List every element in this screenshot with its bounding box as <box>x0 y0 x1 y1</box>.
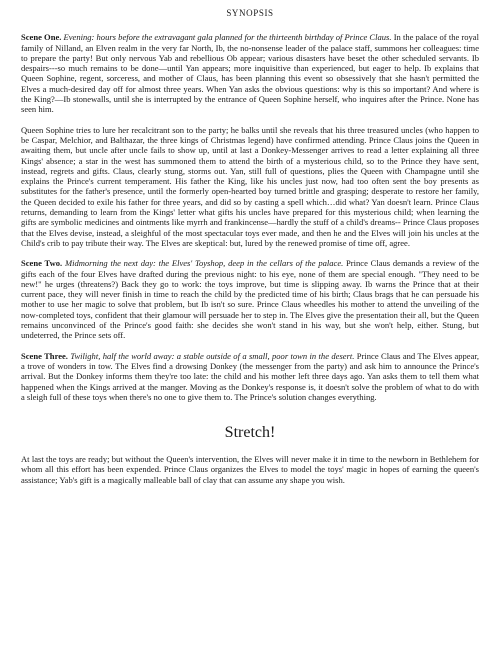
scene-one-text: In the palace of the royal family of Nilland, an Elven realm in the very far North, Ib, the no-nonsense leader of the palace staff, summons her colleagues: time to prepare the party! But only nervous Yab and rebellious Ob appear; various disasters have beset the other scheduled servants. Ib despairs---so much remains to be done—until Yan appears; more inquisitive than experienced, but eager to help. Ib explains that Queen Sophine, regent, sorceress, and mother of Claus, has been planning this event so obsessively that she hasn't permitted the Elves a much-desired day off for almost three years. When Yan asks the obvious questions: why is this so important? And where is the King?—Ib stonewalls, until she is interrupted by the entrance of Queen Sophine herself, who inquires after the Prince. None has seen him. <box>21 32 479 115</box>
scene-two-text: Prince Claus demands a review of the gifts each of the four Elves have drafted during the previous night: to his eye, none of them are special enough. "They need to be new!" he urges (threatens?) Back they go to work: the toys improve, but time is slipping away. Ib warns the Prince that at their current pace, they will never finish in time to reach the child by the predicted time of his birth; Claus brags that he can persuade his mother to use her magic to solve that problem, but Ib isn't so sure. Prince Claus wheedles his mother to attend the unveiling of the now-completed toys, confident that their glamour will persuade her to step in. The Elves give the presentation their all, but the Queen remains unconvinced of the Prince's good faith: she decides she won't stand in his way, but she won't help, either. Stung, but undeterred, the Prince sets off. <box>21 258 479 341</box>
scene-three-text: Prince Claus and The Elves appear, a trove of wonders in tow. The Elves find a drowsing Donkey (the messenger from the party) and ask him to announce the Prince's arrival. But the Donkey informs them they're too late: the child and his mother left three days ago. Yan asks them to tell them what happened when the Kings arrived at the manger. Moving as the Donkey's response is, it doesn't solve the problem of what to do with a sleigh full of these toys when there's no one to give them to. The Prince's solution changes everything. <box>21 350 480 402</box>
scene-two-label: Scene Two. <box>21 258 63 269</box>
scene-two-paragraph <box>21 258 479 340</box>
scene-two-subtitle: Midmorning the next day: the Elves' Toyshop, deep in the cellars of the palace. <box>64 258 344 269</box>
scene-one-paragraph <box>21 32 479 114</box>
scene-three-subtitle: Twilight, half the world away: a stable outside of a small, poor town in the desert. <box>70 350 355 361</box>
scene-three-paragraph <box>21 351 479 402</box>
scene-one-subtitle: Evening: hours before the extravagant gala planned for the thirteenth birthday of Prince Claus. <box>63 32 392 43</box>
page-title: SYNOPSIS <box>226 8 274 18</box>
stretch-paragraph: At last the toys are ready; but without the Queen's intervention, the Elves will never make it in time to the newborn in Bethlehem for whom all this effort has been expended. Prince Claus organizes the Elves to model the toys' magic in hopes of earning the queen's assistance; Yab's gift is a magically malleable ball of clay that can assume any shape you wish. <box>21 454 479 485</box>
scene-three-label: Scene Three. <box>21 350 68 361</box>
stretch-heading: Stretch! <box>224 424 276 442</box>
scene-one-label: Scene One. <box>21 32 62 43</box>
scene-one-paragraph-2: Queen Sophine tries to lure her recalcitrant son to the party; he balks until she reveals that his three treasured uncles (who happen to be Caspar, Melchior, and Balthazar, the three kings of Christmas legend) have confirmed attending. Prince Claus joins the Queen in awaiting them, but uncle after uncle fails to show up, until at last a Donkey-Messenger arrives to read a letter explaining all three Kings' absence; a star in the west has summoned them to attend the birth of a mysterious child, so to the Prince they have sent, instead, regrets and gifts. Claus, clearly stung, storms out. Yan, still full of questions, plies the Queen with Champagne until she explains the Prince's current temperament. His father the King, like his uncles just now, had too often sent the boy presents as substitutes for the father's presence, until the formerly open-hearted boy turned brittle and grasping; desperate to restore her family, the Queen decided to exile his father for three years, and did so by casting a spell which…did what? Yan doesn't learn. Prince Claus returns, demanding to learn from the Kings' letter what gifts his uncles have prepared for this mysterious child; when learning the gifts are symbolic medicines and ointments like myrrh and frankincense—hardly the stuff of a child's dreams-- Prince Claus proposes that the Elves devise, instead, a sleighful of the most spectacular toys ever made, and then he and the Elves will join his uncles at the Child's crib to pay tribute their way. The Elves are skeptical: but, lured by the renewed promise of time off, agree. <box>21 124 479 248</box>
